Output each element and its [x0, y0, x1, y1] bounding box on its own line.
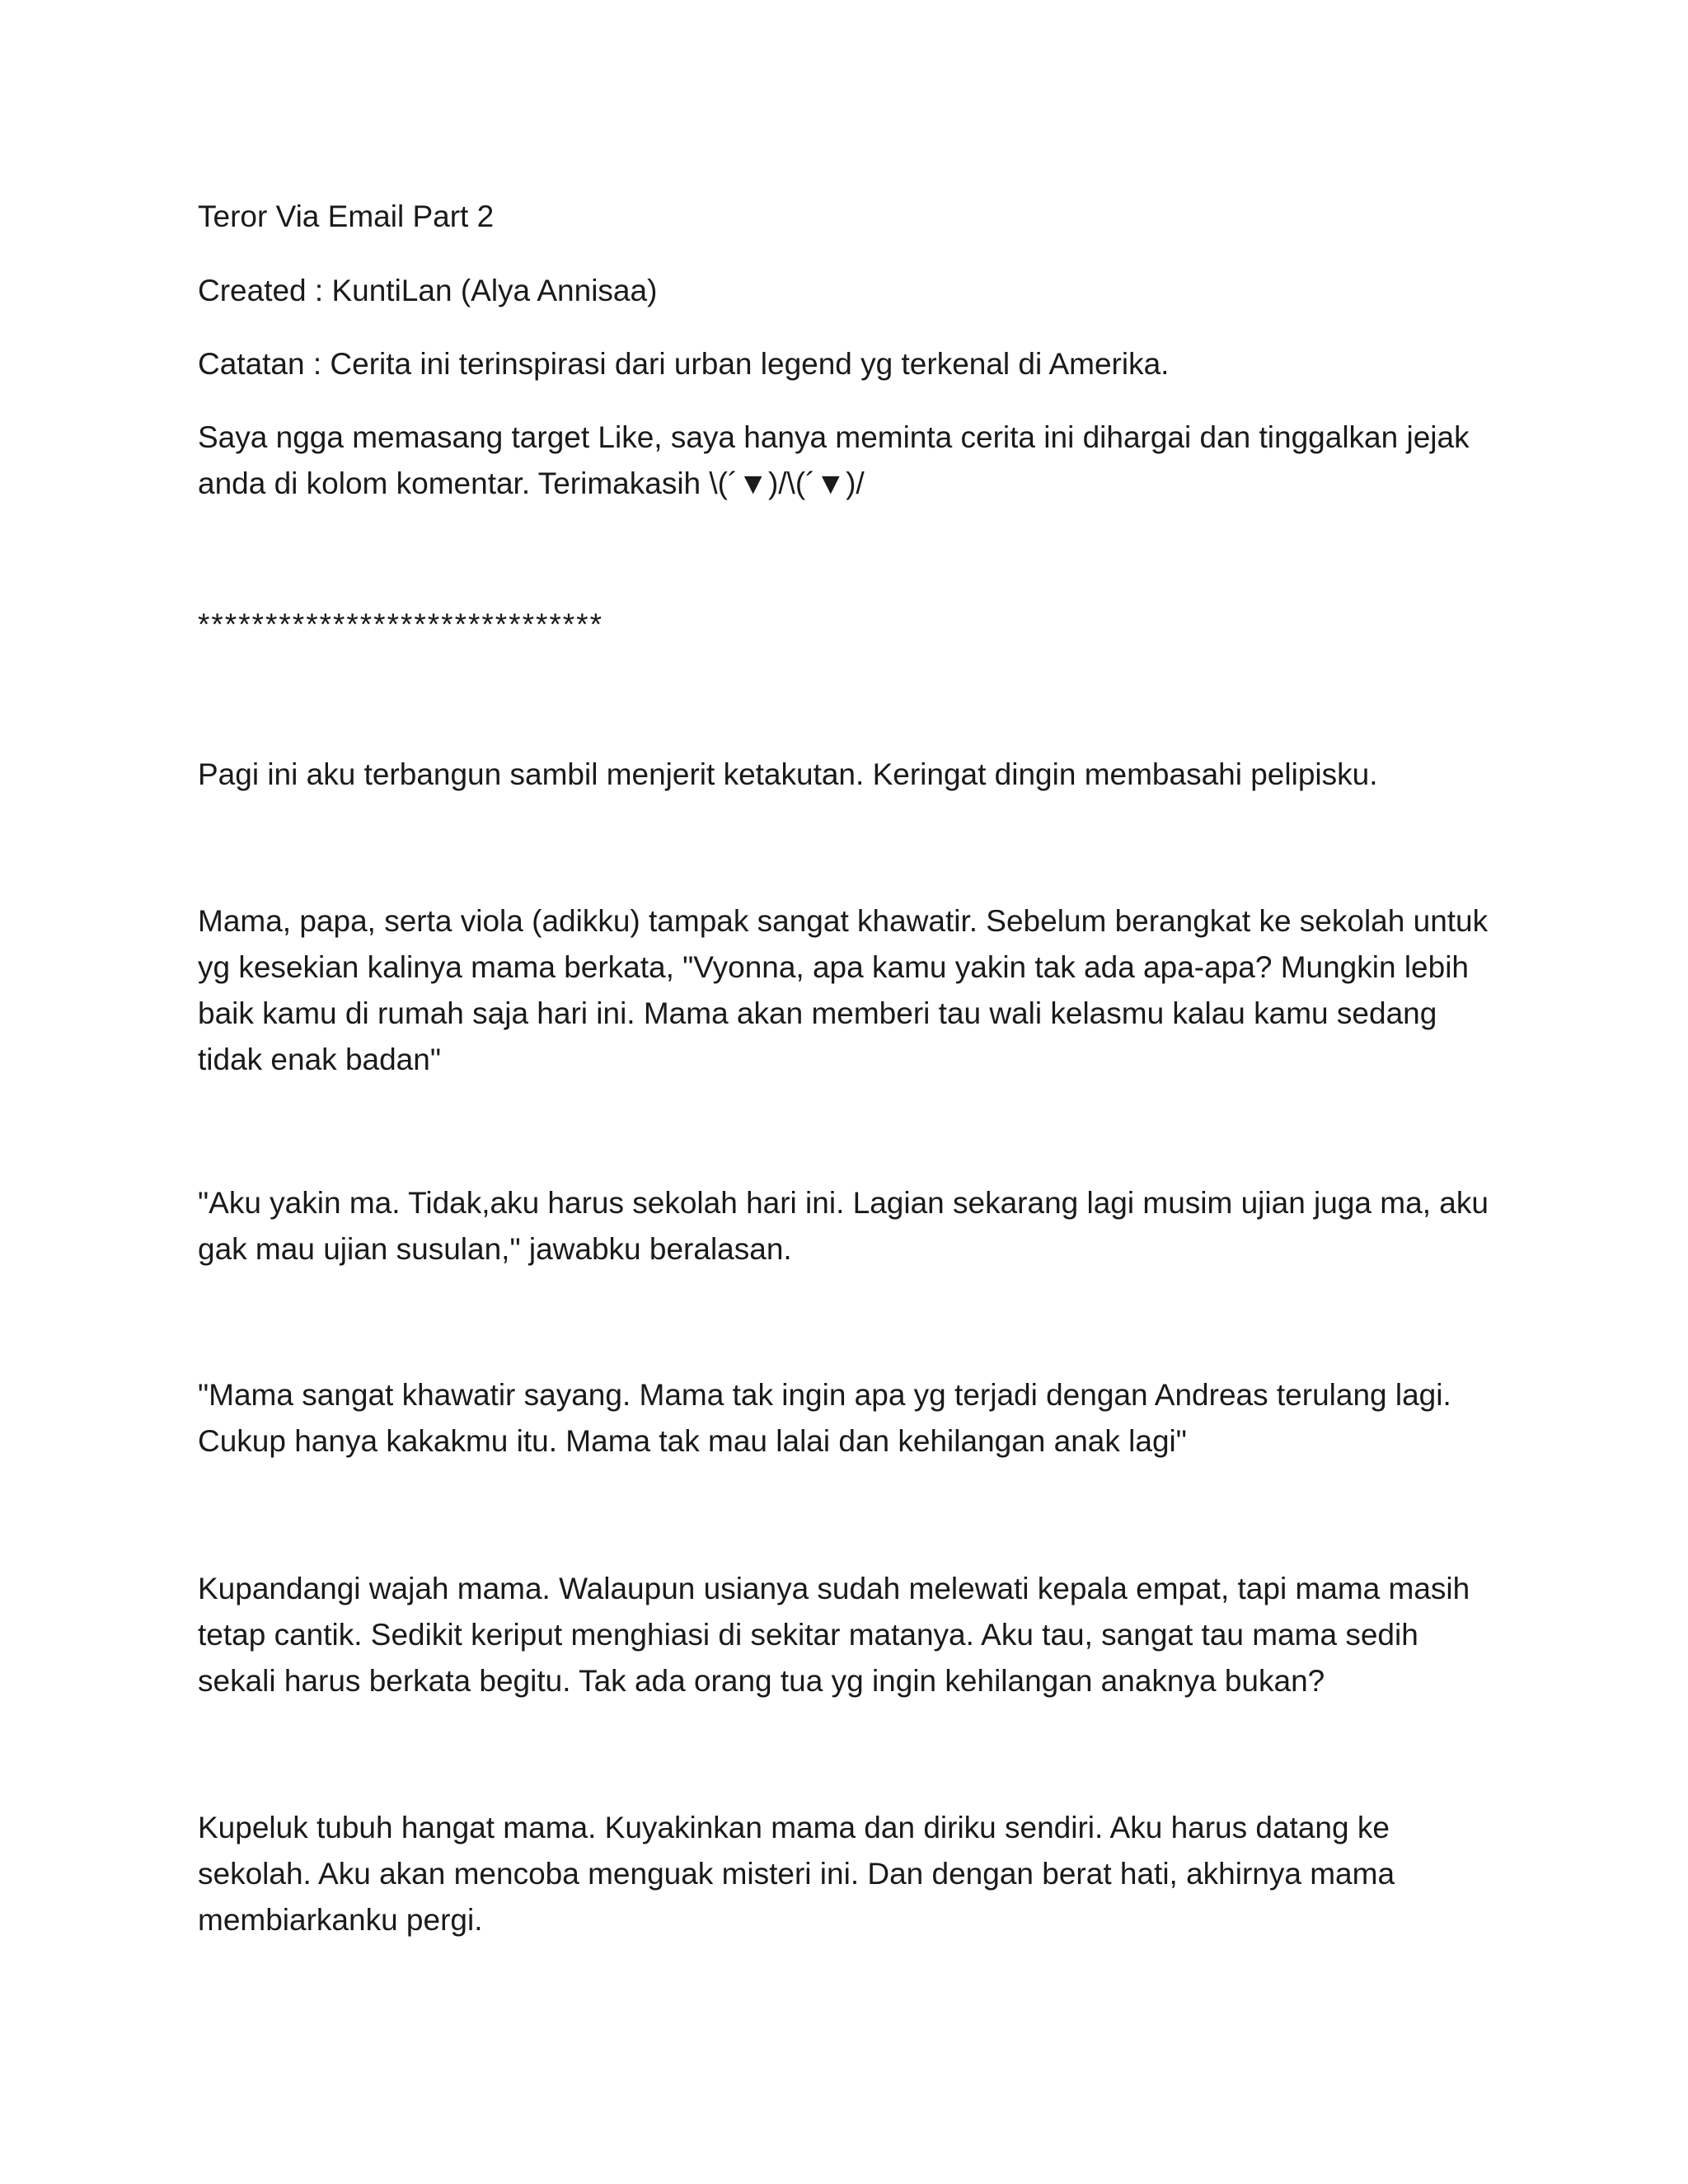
author-note: Catatan : Cerita ini terinspirasi dari urban legend yg terkenal di Amerika. — [198, 347, 1170, 381]
story-paragraph-3: "Aku yakin ma. Tidak,aku harus sekolah hari ini. Lagian sekarang lagi musim ujian juga ma, aku gak mau ujian susulan," jawabku beralasan. — [198, 1186, 1489, 1266]
story-paragraph-1: Pagi ini aku terbangun sambil menjerit ketakutan. Keringat dingin membasahi pelipisku. — [198, 757, 1378, 791]
section-separator: ****************************** — [198, 607, 603, 641]
story-paragraph-4: "Mama sangat khawatir sayang. Mama tak ingin apa yg terjadi dengan Andreas terulang lagi. Cukup hanya kakakmu itu. Mama tak mau lalai dan kehilangan anak lagi" — [198, 1378, 1451, 1458]
story-title: Teror Via Email Part 2 — [198, 199, 495, 233]
author-credit: Created : KuntiLan (Alya Annisaa) — [198, 274, 658, 307]
story-paragraph-6: Kupeluk tubuh hangat mama. Kuyakinkan mama dan diriku sendiri. Aku harus datang ke sekolah. Aku akan mencoba menguak misteri ini. Dan dengan berat hati, akhirnya mama membiarkanku pergi. — [198, 1811, 1395, 1937]
story-paragraph-2: Mama, papa, serta viola (adikku) tampak sangat khawatir. Sebelum berangkat ke sekolah untuk yg kesekian kalinya mama berkata, "Vyonna, apa kamu yakin tak ada apa-apa? Mungkin lebih baik kamu di rumah saja hari ini. Mama akan memberi tau wali kelasmu kalau kamu sedang tidak enak badan" — [198, 904, 1489, 1076]
reader-request: Saya ngga memasang target Like, saya hanya meminta cerita ini dihargai dan tinggalkan jejak anda di kolom komentar. Terimakasih \(´▼)/\(´▼)/ — [198, 420, 1470, 500]
story-paragraph-5: Kupandangi wajah mama. Walaupun usianya sudah melewati kepala empat, tapi mama masih tetap cantik. Sedikit keriput menghiasi di sekitar matanya. Aku tau, sangat tau mama sedih sekali harus berkata begitu. Tak ada orang tua yg ingin kehilangan anaknya bukan? — [198, 1572, 1470, 1698]
